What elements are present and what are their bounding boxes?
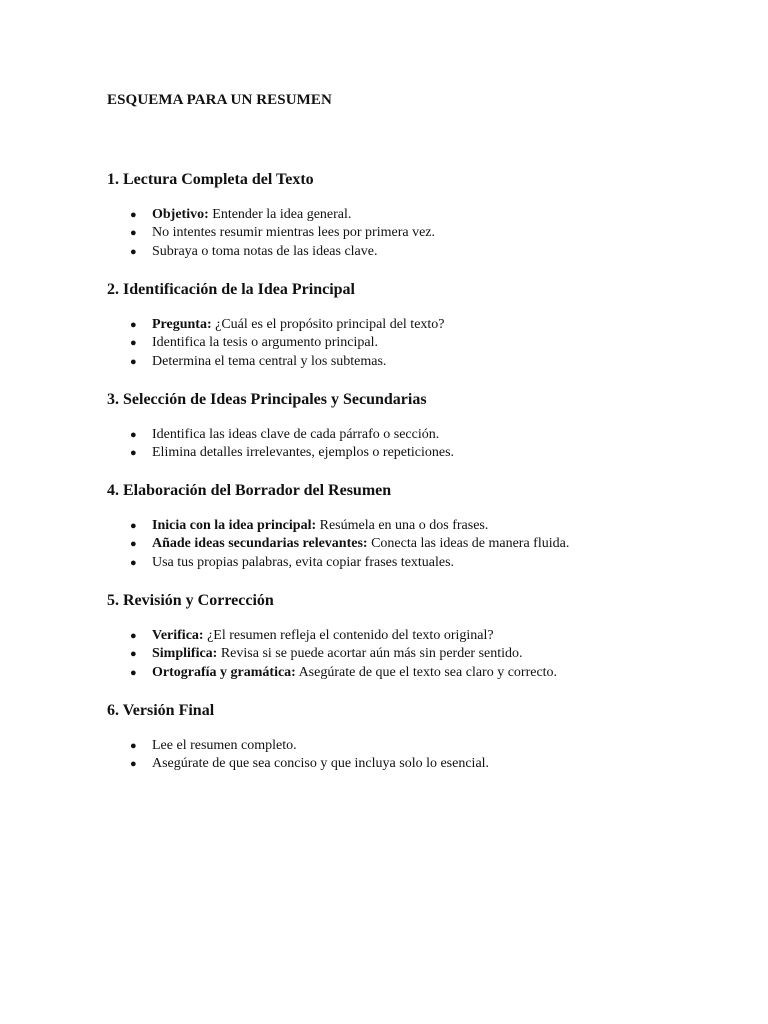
item-text: Conecta las ideas de manera fluida. — [367, 536, 570, 552]
item-text: Entender la idea general. — [208, 207, 352, 222]
item-text: Subraya o toma notas de las ideas clave. — [152, 243, 378, 259]
bullet-icon: ● — [130, 740, 137, 752]
bullet-icon: ● — [130, 319, 137, 331]
section-6 — [107, 701, 727, 774]
bullet-list — [107, 316, 727, 371]
item-text: Identifica la tesis o argumento principal. — [152, 335, 379, 351]
list-item — [107, 755, 727, 773]
item-bold-label: Ortografía y gramática: — [152, 664, 296, 680]
item-bold-label: Simplifica: — [152, 646, 218, 662]
bullet-icon: ● — [130, 447, 137, 460]
list-item — [107, 353, 727, 371]
bullet-icon: ● — [130, 209, 137, 221]
list-item — [107, 316, 727, 334]
section-5 — [107, 591, 727, 682]
item-text: No intentes resumir mientras lees por primera vez. — [152, 225, 436, 241]
bullet-icon: ● — [130, 556, 137, 569]
item-text: Determina el tema central y los subtemas. — [152, 353, 387, 369]
item-bold-label: Inicia con la idea principal: — [152, 518, 317, 533]
bullet-icon: ● — [130, 355, 137, 368]
item-bold-label: Objetivo: — [152, 207, 209, 222]
bullet-icon: ● — [130, 245, 137, 258]
list-item — [107, 517, 727, 535]
bullet-icon: ● — [130, 520, 137, 532]
list-item — [107, 664, 727, 682]
section-1 — [107, 170, 727, 261]
section-4 — [107, 481, 727, 572]
list-item — [107, 224, 727, 242]
section-heading: 6. Versión Final — [107, 702, 215, 719]
bullet-list — [107, 426, 727, 463]
bullet-icon: ● — [130, 429, 137, 441]
item-text: ¿El resumen refleja el contenido del texto original? — [203, 628, 494, 643]
bullet-list — [107, 206, 727, 261]
bullet-icon: ● — [130, 227, 137, 240]
list-item — [107, 334, 727, 352]
bullet-icon: ● — [130, 758, 137, 771]
section-heading: 2. Identificación de la Idea Principal — [107, 281, 355, 298]
item-text: Lee el resumen completo. — [152, 738, 297, 753]
item-text: Usa tus propias palabras, evita copiar frases textuales. — [152, 554, 455, 570]
list-item — [107, 444, 727, 462]
section-3 — [107, 390, 727, 463]
item-bold-label: Añade ideas secundarias relevantes: — [152, 536, 368, 552]
list-item — [107, 554, 727, 572]
bullet-icon: ● — [130, 666, 137, 679]
section-heading: 5. Revisión y Corrección — [107, 592, 274, 609]
item-text: Identifica las ideas clave de cada párrafo o sección. — [152, 427, 440, 442]
list-item — [107, 426, 727, 444]
list-item — [107, 645, 727, 663]
bullet-icon: ● — [130, 337, 137, 350]
bullet-list — [107, 517, 727, 572]
document-title: ESQUEMA PARA UN RESUMEN — [107, 92, 332, 108]
item-text: Asegúrate de que sea conciso y que incluya solo lo esencial. — [152, 756, 490, 772]
bullet-icon: ● — [130, 538, 137, 551]
item-text: Asegúrate de que el texto sea claro y correcto. — [295, 664, 558, 680]
item-text: Revisa si se puede acortar aún más sin perder sentido. — [217, 646, 523, 662]
item-bold-label: Verifica: — [152, 628, 204, 643]
item-bold-label: Pregunta: — [152, 317, 212, 332]
section-heading: 4. Elaboración del Borrador del Resumen — [107, 482, 392, 499]
item-text: ¿Cuál es el propósito principal del texto? — [211, 317, 445, 332]
list-item — [107, 737, 727, 755]
bullet-icon: ● — [130, 630, 137, 642]
section-heading: 1. Lectura Completa del Texto — [107, 171, 314, 188]
bullet-list — [107, 737, 727, 774]
list-item — [107, 627, 727, 645]
list-item — [107, 243, 727, 261]
section-2 — [107, 280, 727, 371]
list-item — [107, 535, 727, 553]
bullet-list — [107, 627, 727, 682]
list-item — [107, 206, 727, 224]
item-text: Resúmela en una o dos frases. — [316, 518, 489, 533]
bullet-icon: ● — [130, 648, 137, 661]
section-heading: 3. Selección de Ideas Principales y Secundarias — [107, 391, 427, 408]
item-text: Elimina detalles irrelevantes, ejemplos o repeticiones. — [152, 445, 455, 461]
